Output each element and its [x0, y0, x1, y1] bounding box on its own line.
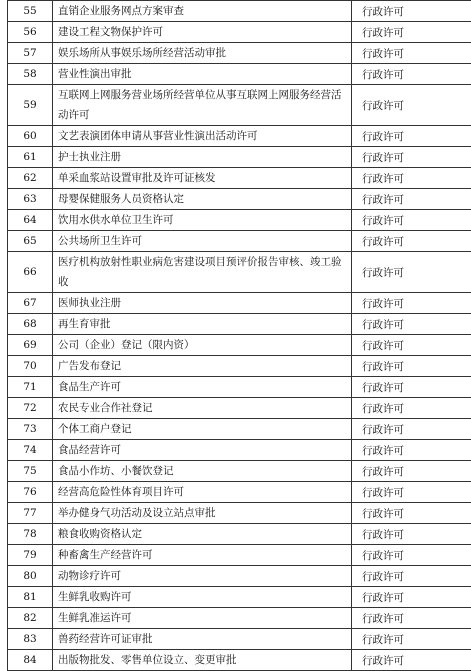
table-row [8, 335, 471, 356]
table-row [8, 85, 471, 126]
item-name-cell: 生鲜乳收购许可 [53, 587, 352, 608]
table-row [8, 168, 471, 189]
table-row [8, 189, 471, 210]
item-name-cell: 建设工程文物保护许可 [53, 22, 352, 43]
table-row [8, 398, 471, 419]
category-cell: 行政许可 [352, 314, 471, 335]
category-cell: 行政许可 [352, 231, 471, 252]
category-cell: 行政许可 [352, 524, 471, 545]
item-name-cell: 直销企业服务网点方案审查 [53, 1, 352, 22]
row-number-cell: 65 [8, 231, 53, 252]
item-name-cell: 农民专业合作社登记 [53, 398, 352, 419]
table-row [8, 524, 471, 545]
item-name-cell: 母婴保健服务人员资格认定 [53, 189, 352, 210]
category-cell: 行政许可 [352, 85, 471, 126]
table-row [8, 314, 471, 335]
item-name-cell: 饮用水供水单位卫生许可 [53, 210, 352, 231]
table-row [8, 1, 471, 22]
item-name-cell: 经营高危险性体育项目许可 [53, 482, 352, 503]
row-number-cell: 60 [8, 126, 53, 147]
category-cell: 行政许可 [352, 398, 471, 419]
category-cell: 行政许可 [352, 22, 471, 43]
category-cell: 行政许可 [352, 482, 471, 503]
table-row [8, 503, 471, 524]
table-row [8, 293, 471, 314]
category-cell: 行政许可 [352, 1, 471, 22]
category-cell: 行政许可 [352, 293, 471, 314]
table-row [8, 126, 471, 147]
row-number-cell: 56 [8, 22, 53, 43]
category-cell: 行政许可 [352, 503, 471, 524]
item-name-cell: 文艺表演团体申请从事营业性演出活动许可 [53, 126, 352, 147]
row-number-cell: 57 [8, 43, 53, 64]
category-cell: 行政许可 [352, 650, 471, 671]
item-name-cell: 医疗机构放射性职业病危害建设项目预评价报告审核、竣工验收 [53, 252, 352, 293]
permit-table [7, 0, 471, 671]
category-cell: 行政许可 [352, 545, 471, 566]
row-number-cell: 67 [8, 293, 53, 314]
row-number-cell: 73 [8, 419, 53, 440]
table-row [8, 461, 471, 482]
category-cell: 行政许可 [352, 189, 471, 210]
row-number-cell: 79 [8, 545, 53, 566]
row-number-cell: 62 [8, 168, 53, 189]
row-number-cell: 82 [8, 608, 53, 629]
row-number-cell: 74 [8, 440, 53, 461]
permit-table-body [8, 1, 471, 671]
row-number-cell: 78 [8, 524, 53, 545]
table-row [8, 356, 471, 377]
item-name-cell: 广告发布登记 [53, 356, 352, 377]
category-cell: 行政许可 [352, 566, 471, 587]
table-row [8, 64, 471, 85]
category-cell: 行政许可 [352, 461, 471, 482]
item-name-cell: 动物诊疗许可 [53, 566, 352, 587]
category-cell: 行政许可 [352, 356, 471, 377]
table-row [8, 440, 471, 461]
item-name-cell: 公司（企业）登记（限内资） [53, 335, 352, 356]
row-number-cell: 72 [8, 398, 53, 419]
category-cell: 行政许可 [352, 168, 471, 189]
item-name-cell: 医师执业注册 [53, 293, 352, 314]
row-number-cell: 63 [8, 189, 53, 210]
category-cell: 行政许可 [352, 147, 471, 168]
category-cell: 行政许可 [352, 210, 471, 231]
row-number-cell: 55 [8, 1, 53, 22]
row-number-cell: 80 [8, 566, 53, 587]
item-name-cell: 单采血浆站设置审批及许可证核发 [53, 168, 352, 189]
row-number-cell: 83 [8, 629, 53, 650]
row-number-cell: 81 [8, 587, 53, 608]
item-name-cell: 出版物批发、零售单位设立、变更审批 [53, 650, 352, 671]
table-row [8, 482, 471, 503]
table-row [8, 566, 471, 587]
table-row [8, 587, 471, 608]
item-name-cell: 娱乐场所从事娱乐场所经营活动审批 [53, 43, 352, 64]
row-number-cell: 76 [8, 482, 53, 503]
row-number-cell: 61 [8, 147, 53, 168]
row-number-cell: 77 [8, 503, 53, 524]
category-cell: 行政许可 [352, 419, 471, 440]
row-number-cell: 59 [8, 85, 53, 126]
table-row [8, 147, 471, 168]
table-row [8, 629, 471, 650]
table-row [8, 22, 471, 43]
table-row [8, 377, 471, 398]
document-page [7, 0, 467, 671]
table-row [8, 43, 471, 64]
row-number-cell: 71 [8, 377, 53, 398]
category-cell: 行政许可 [352, 440, 471, 461]
item-name-cell: 粮食收购资格认定 [53, 524, 352, 545]
item-name-cell: 互联网上网服务营业场所经营单位从事互联网上网服务经营活动许可 [53, 85, 352, 126]
item-name-cell: 个体工商户登记 [53, 419, 352, 440]
item-name-cell: 种畜禽生产经营许可 [53, 545, 352, 566]
item-name-cell: 食品经营许可 [53, 440, 352, 461]
item-name-cell: 护士执业注册 [53, 147, 352, 168]
category-cell: 行政许可 [352, 43, 471, 64]
row-number-cell: 66 [8, 252, 53, 293]
item-name-cell: 兽药经营许可证审批 [53, 629, 352, 650]
table-row [8, 650, 471, 671]
category-cell: 行政许可 [352, 608, 471, 629]
table-row [8, 252, 471, 293]
table-row [8, 231, 471, 252]
item-name-cell: 食品生产许可 [53, 377, 352, 398]
item-name-cell: 公共场所卫生许可 [53, 231, 352, 252]
row-number-cell: 58 [8, 64, 53, 85]
item-name-cell: 食品小作坊、小餐饮登记 [53, 461, 352, 482]
table-row [8, 608, 471, 629]
row-number-cell: 84 [8, 650, 53, 671]
category-cell: 行政许可 [352, 64, 471, 85]
category-cell: 行政许可 [352, 629, 471, 650]
table-row [8, 545, 471, 566]
item-name-cell: 生鲜乳准运许可 [53, 608, 352, 629]
item-name-cell: 营业性演出审批 [53, 64, 352, 85]
row-number-cell: 64 [8, 210, 53, 231]
category-cell: 行政许可 [352, 252, 471, 293]
table-row [8, 419, 471, 440]
item-name-cell: 举办健身气功活动及设立站点审批 [53, 503, 352, 524]
category-cell: 行政许可 [352, 377, 471, 398]
row-number-cell: 70 [8, 356, 53, 377]
item-name-cell: 再生育审批 [53, 314, 352, 335]
category-cell: 行政许可 [352, 335, 471, 356]
category-cell: 行政许可 [352, 126, 471, 147]
row-number-cell: 68 [8, 314, 53, 335]
category-cell: 行政许可 [352, 587, 471, 608]
row-number-cell: 75 [8, 461, 53, 482]
table-row [8, 210, 471, 231]
row-number-cell: 69 [8, 335, 53, 356]
